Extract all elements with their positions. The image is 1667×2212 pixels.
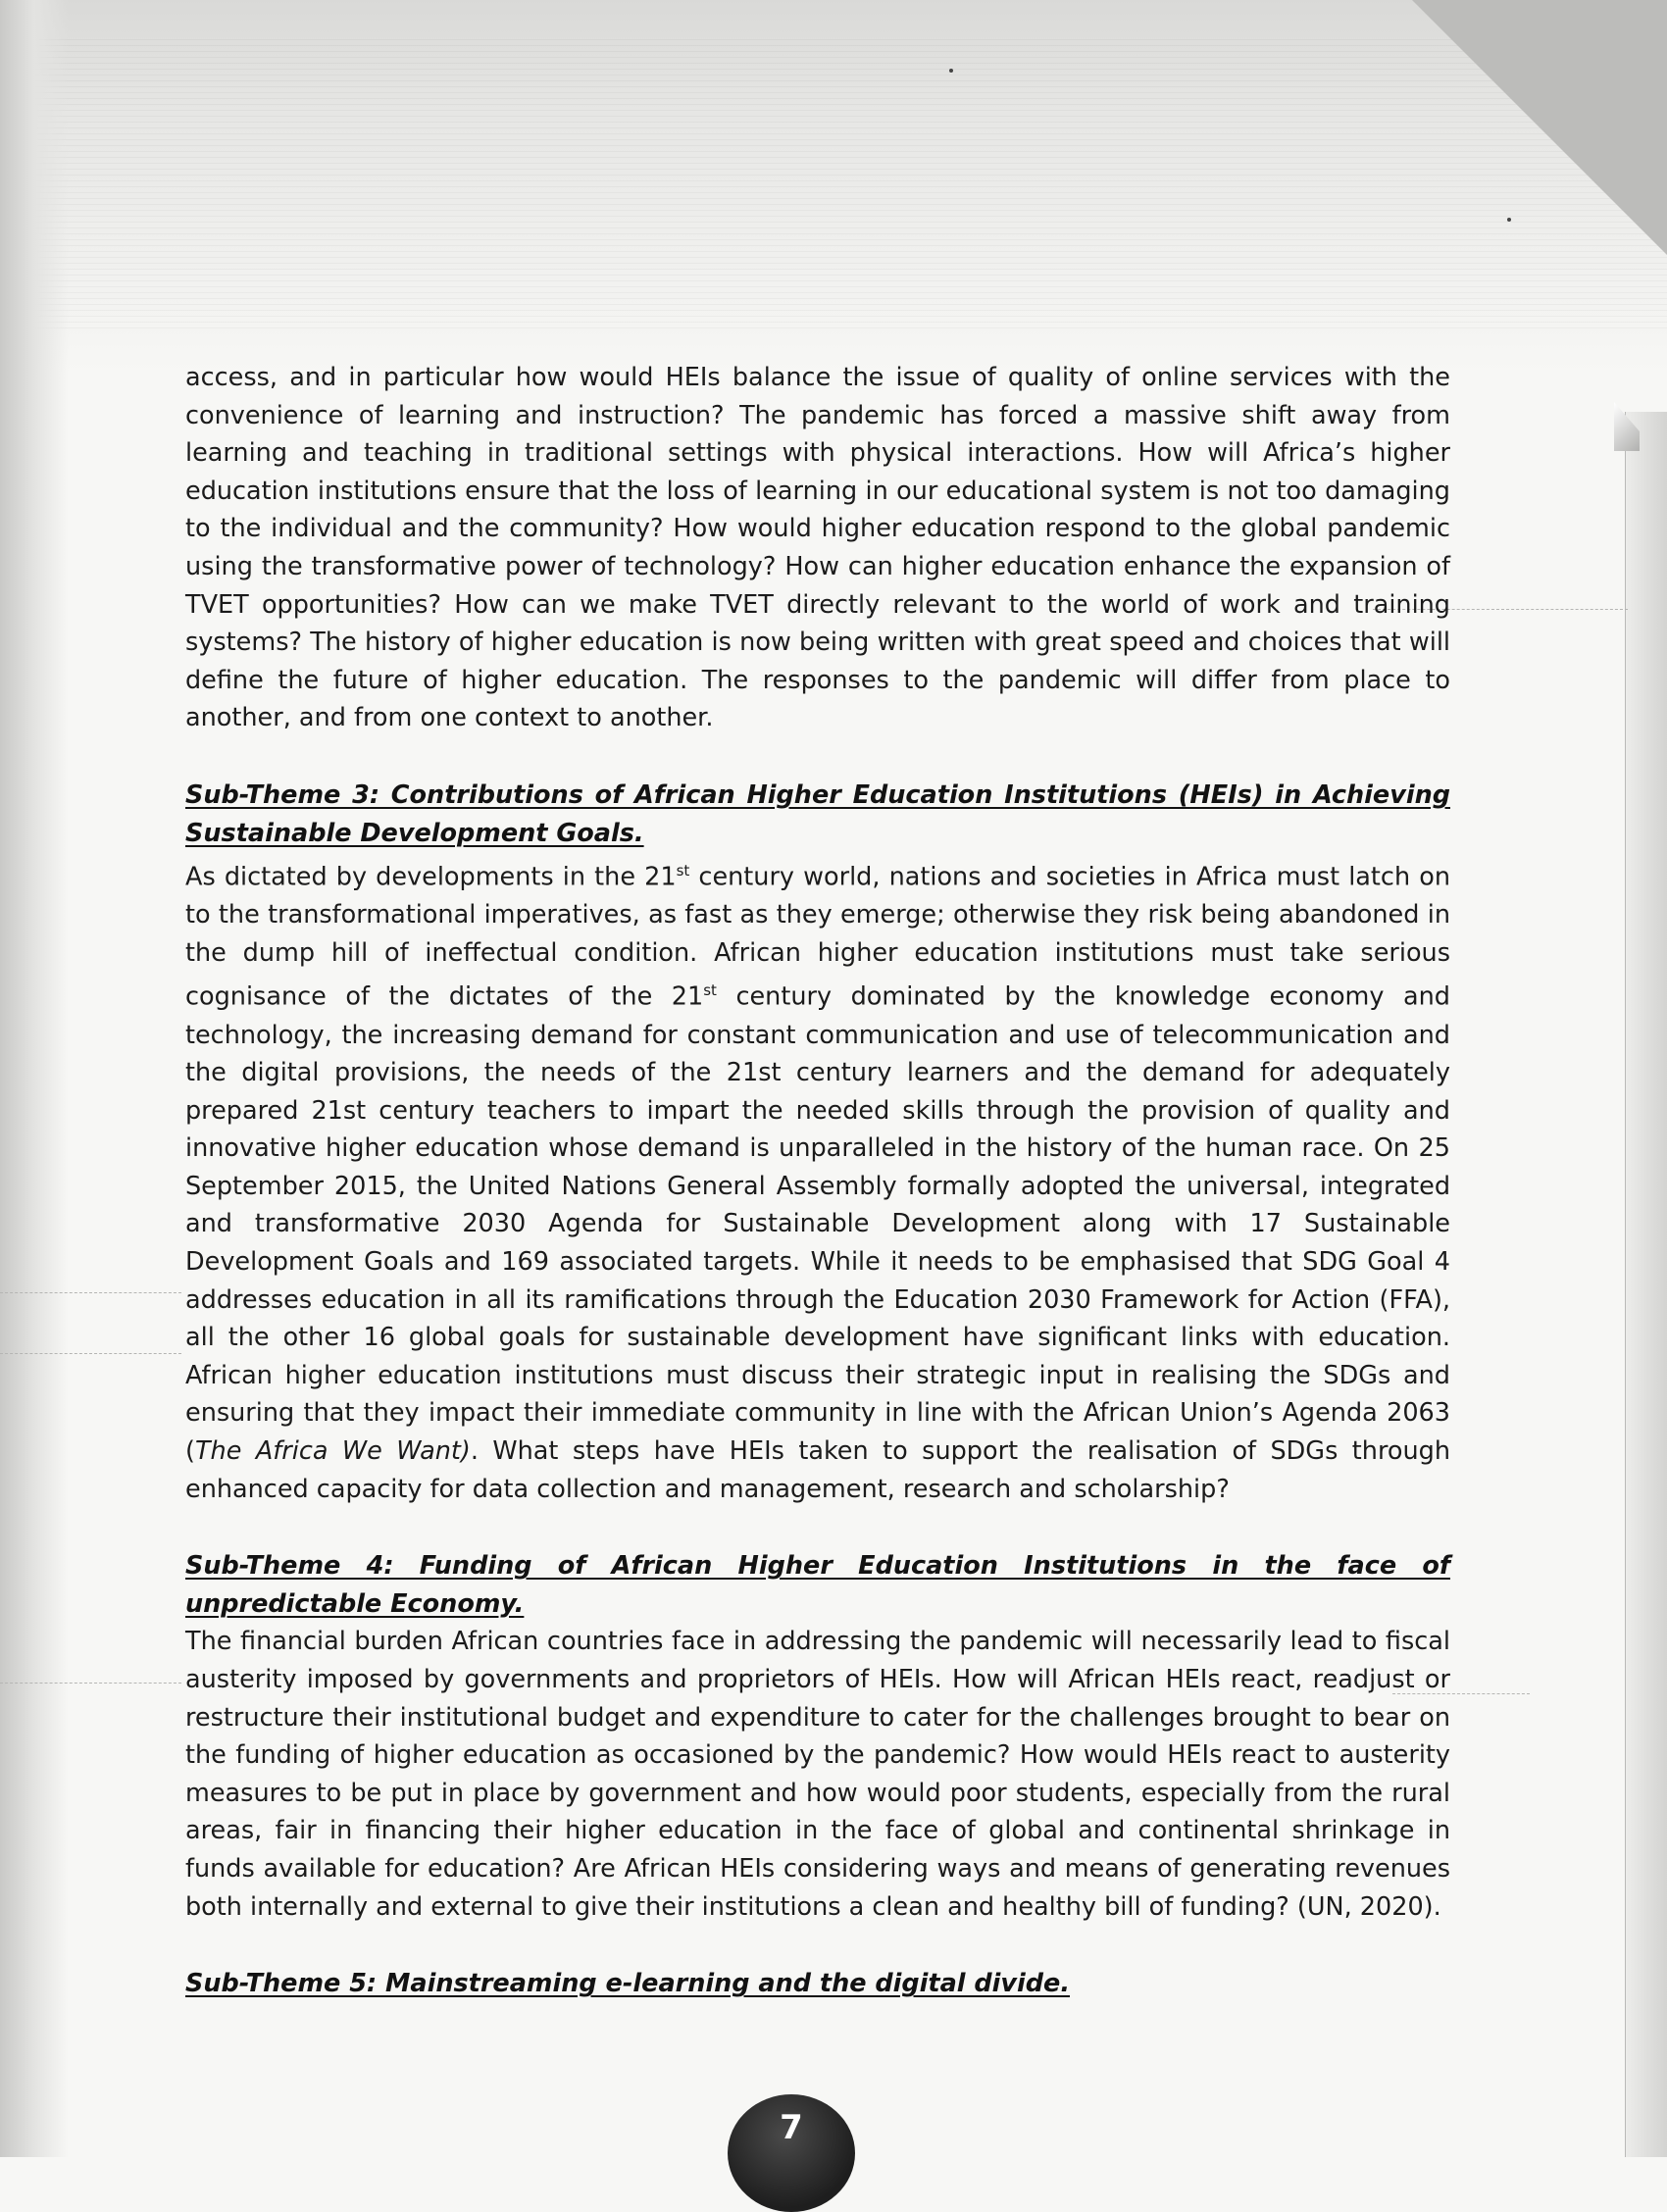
superscript-st: st xyxy=(676,862,690,880)
folded-corner xyxy=(1412,0,1667,255)
subtheme-3-body xyxy=(185,852,1450,1508)
subtheme-4-heading: Sub-Theme 4: Funding of African Higher Education Institutions in the face of unpredictable Economy. xyxy=(185,1551,1450,1619)
scan-speck xyxy=(1507,218,1511,222)
intro-paragraph: access, and in particular how would HEIs balance the issue of quality of online services with the convenience of learning and instruction? The pandemic has forced a massive shift away from learning and teaching in traditional settings with physical interactions. How will Africa’s higher education institutions ensure that the loss of learning in our educational system is not too damaging to the individual and the community? How would higher education respond to the global pandemic using the transformative power of technology? How can higher education enhance the expansion of TVET opportunities? How can we make TVET directly relevant to the world of work and training systems? The history of higher education is now being written with great speed and choices that will define the future of higher education. The responses to the pandemic will differ from place to another, and from one context to another. xyxy=(185,363,1450,733)
scan-artifact-line xyxy=(0,1292,181,1293)
scan-artifact-line xyxy=(0,1353,181,1354)
agenda-title-italic: The Africa We Want) xyxy=(194,1436,471,1467)
right-page-edge xyxy=(1625,412,1667,2157)
scan-speck xyxy=(949,69,953,73)
page-number: 7 xyxy=(780,2108,803,2147)
section-gap xyxy=(185,1926,1450,1965)
subtheme-3-text-4: . What steps have HEIs taken to support the realisation of SDGs through enhanced capacity for data collection and management, research and scholarship? xyxy=(185,1436,1450,1504)
subtheme-5-heading: Sub-Theme 5: Mainstreaming e-learning and the digital divide. xyxy=(185,1969,1071,1999)
superscript-st: st xyxy=(703,981,717,1000)
subtheme-3-text-1: As dictated by developments in the 21 xyxy=(185,862,677,892)
page-number-badge xyxy=(728,2094,855,2212)
scan-artifact-line xyxy=(0,1683,181,1684)
document-body xyxy=(185,359,1450,2003)
section-gap xyxy=(185,737,1450,777)
section-gap xyxy=(185,1508,1450,1547)
subtheme-3-text-2: century world, nations and societies in Africa must latch on to the transformational imperatives, as fast as they emerge; otherwise they risk being abandoned in the dump hill of ineffectual condition. African higher education institutions must take serious cognisance of the dictates of the 21 xyxy=(185,862,1450,1012)
subtheme-3-heading: Sub-Theme 3: Contributions of African Higher Education Institutions (HEIs) in Achieving Sustainable Development Goals. xyxy=(185,779,1450,848)
left-edge-shadow xyxy=(0,0,69,2157)
subtheme-3-text-3: century dominated by the knowledge economy and technology, the increasing demand for constant communication and use of telecommunication and the digital provisions, the needs of the 21st century learners and the demand for adequately prepared 21st century teachers to impart the needed skills through the provision of quality and innovative higher education whose demand is unparalleled in the history of the human race. On 25 September 2015, the United Nations General Assembly formally adopted the universal, integrated and transformative 2030 Agenda for Sustainable Development along with 17 Sustainable Development Goals and 169 associated targets. While it needs to be emphasised that SDG Goal 4 addresses education in all its ramifications through the Education 2030 Framework for Action (FFA), all the other 16 global goals for sustainable development have significant links with education. African higher education institutions must discuss their strategic input in realising the SDGs and ensuring that they impact their immediate community in line with the African Union’s Agenda 2063 ( xyxy=(185,981,1450,1467)
subtheme-4-body: The financial burden African countries face in addressing the pandemic will necessarily lead to fiscal austerity imposed by governments and proprietors of HEIs. How will African HEIs react, readjust or restructure their institutional budget and expenditure to cater for the challenges brought to bear on the funding of higher education as occasioned by the pandemic? How would HEIs react to austerity measures to be put in place by government and how would poor students, especially from the rural areas, fair in financing their higher education in the face of global and continental shrinkage in funds available for education? Are African HEIs considering ways and means of generating revenues both internally and external to give their institutions a clean and healthy bill of funding? (UN, 2020). xyxy=(185,1627,1450,1922)
